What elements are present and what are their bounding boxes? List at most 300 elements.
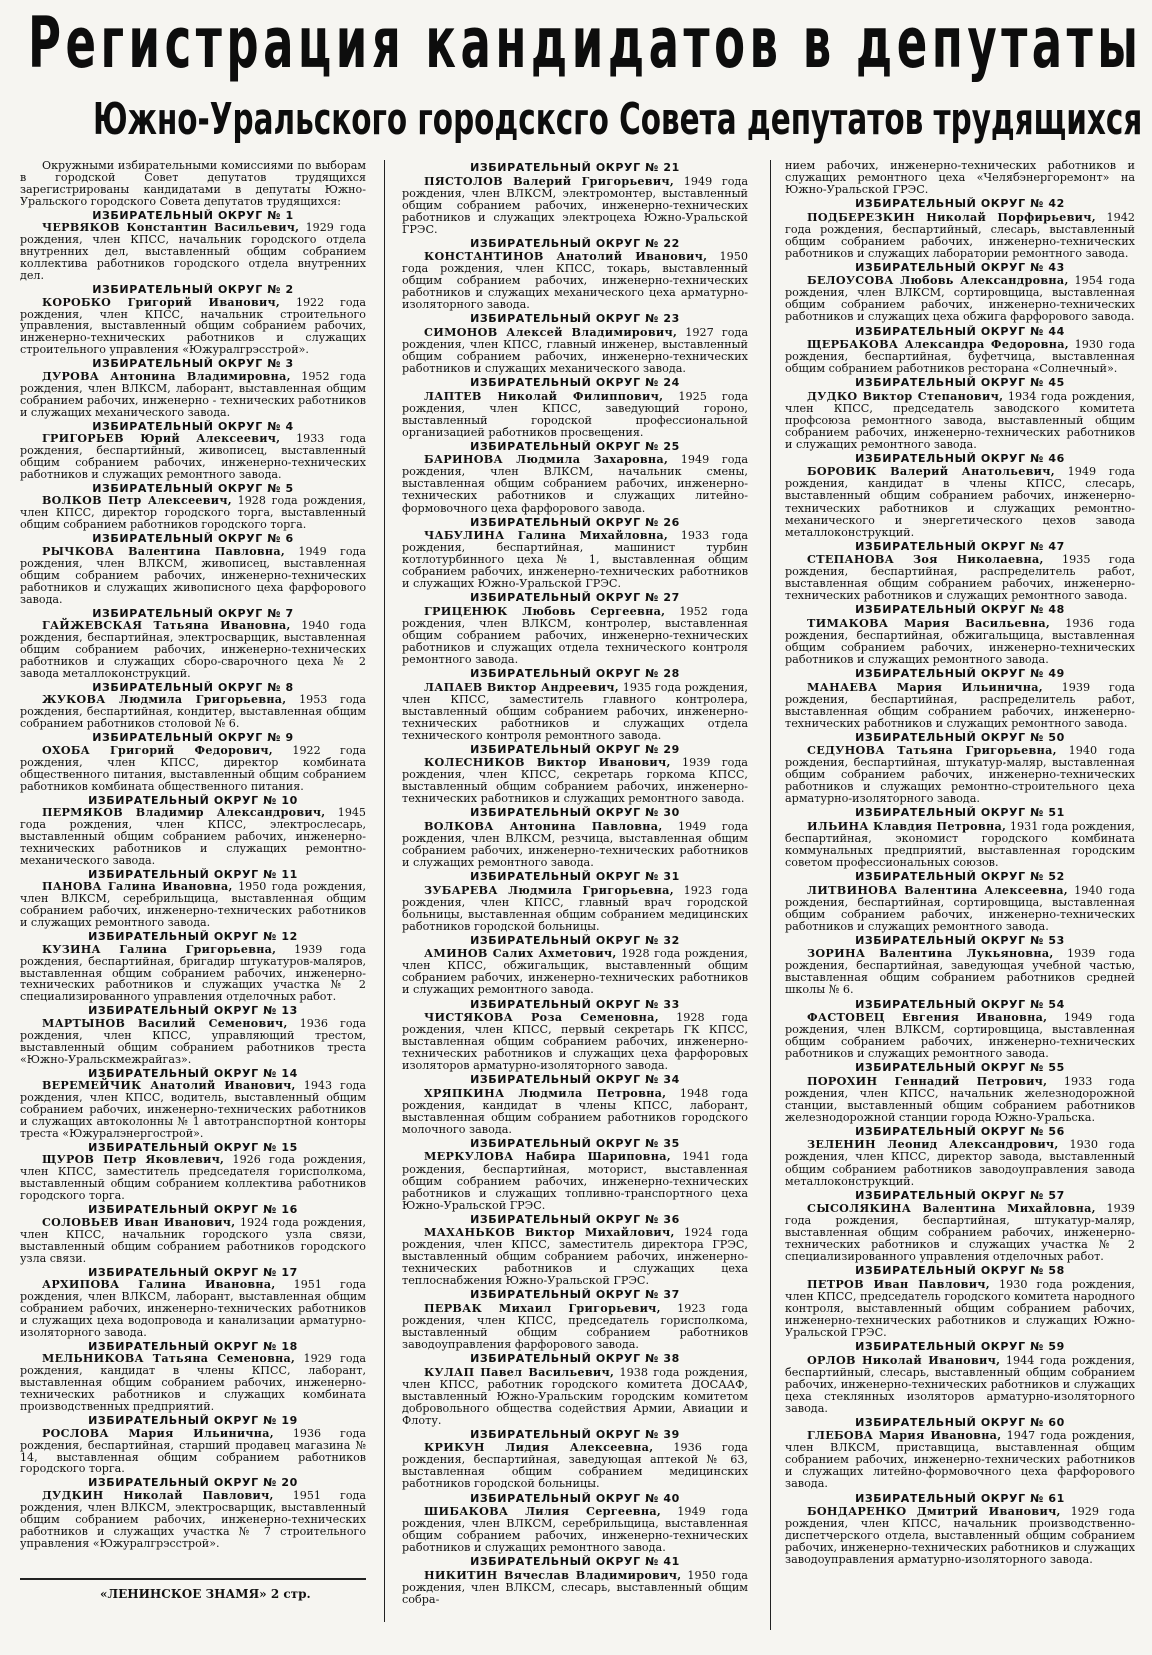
candidate-details: 1949 года рождения, член ВЛКСМ, сортировщица, выставленная общим собранием рабочих, инженерно-технических работников и служащих ремонтного завода. <box>785 1011 1135 1061</box>
district-heading: ИЗБИРАТЕЛЬНЫЙ ОКРУГ № 43 <box>855 260 1065 274</box>
district-entry <box>785 1126 1135 1188</box>
district-entry <box>785 999 1135 1061</box>
candidate-name: СИМОНОВ Алексей Владимирович, <box>424 324 678 339</box>
candidate-name: ЛАПТЕВ Николай Филиппович, <box>424 388 664 403</box>
district-entry <box>785 807 1135 869</box>
candidate-details: 1930 года рождения, член КПСС, директор завода, выставленный общим собранием работников заводоуправления завода металлоконструкций. <box>785 1138 1135 1188</box>
candidate-details: 1949 года рождения, член ВЛКСМ, электромонтер, выставленный общим собранием рабочих, инженерно-технических работников и служащих электроцеха Южно-Уральской ГРЭС. <box>402 174 748 236</box>
district-heading: ИЗБИРАТЕЛЬНЫЙ ОКРУГ № 4 <box>92 419 294 433</box>
candidate-details: 1949 года рождения, член ВЛКСМ, живописец, выставленная общим собранием рабочих, инженерно-технических работников и служащих живописного цеха фарфорового завода. <box>20 544 366 606</box>
column-3 <box>785 160 1135 1566</box>
candidate-description <box>785 465 1135 538</box>
district-entry <box>402 1493 748 1555</box>
district-heading: ИЗБИРАТЕЛЬНЫЙ ОКРУГ № 2 <box>92 283 294 297</box>
candidate-description <box>402 1150 748 1211</box>
district-heading: ИЗБИРАТЕЛЬНЫЙ ОКРУГ № 33 <box>470 997 680 1011</box>
district-entry <box>785 326 1135 376</box>
district-heading: ИЗБИРАТЕЛЬНЫЙ ОКРУГ № 47 <box>855 539 1065 553</box>
candidate-details: 1950 года рождения, член ВЛКСМ, серебрильщица, выставленная общим собранием рабочих, инженерно-технических работников и служащих ремонтного завода. <box>20 880 366 930</box>
district-entry <box>402 592 748 666</box>
candidate-details: 1930 года рождения, член КПСС, председатель городского комитета народного контроля, выставленный общим собранием рабочих, инженерно-технических работников и служащих Южно-Уральской ГРЭС. <box>785 1277 1135 1340</box>
candidate-name: ЗЕЛЕНИН Леонид Александрович, <box>807 1137 1059 1152</box>
district-heading: ИЗБИРАТЕЛЬНЫЙ ОКРУГ № 40 <box>470 1491 680 1505</box>
candidate-details: 1943 года рождения, член КПСС, водитель, выставленный общим собранием рабочих, инженерно-технических работников и служащих автоколонны № 1 автотранспортной конторы треста «Южуралэнергострой». <box>20 1079 366 1140</box>
candidate-name: АРХИПОВА Галина Ивановна, <box>42 1278 276 1292</box>
candidate-name: ЗУБАРЕВА Людмила Григорьевна, <box>424 882 674 897</box>
district-entry <box>402 517 748 591</box>
candidate-description <box>20 371 366 419</box>
candidate-name: РОСЛОВА Мария Ильинична, <box>42 1426 274 1440</box>
district-heading: ИЗБИРАТЕЛЬНЫЙ ОКРУГ № 41 <box>470 1555 680 1569</box>
candidate-details: 1922 года рождения, член КПСС, директор комбината общественного питания, выставленный общим собранием работников комбината общественного питания. <box>20 743 366 793</box>
candidate-name: БАРИНОВА Людмила Захаровна, <box>424 452 669 467</box>
candidate-description <box>20 620 366 680</box>
district-entry <box>402 1353 748 1427</box>
candidate-description <box>20 1018 366 1066</box>
candidate-description <box>20 297 366 357</box>
district-entry <box>20 931 366 1003</box>
district-heading: ИЗБИРАТЕЛЬНЫЙ ОКРУГ № 18 <box>88 1339 298 1353</box>
district-entry <box>20 732 366 792</box>
intro-paragraph: Окружными избирательными комиссиями по выборам в городской Совет депутатов трудящихся зарегистрированы кандидатами в депутаты Южно-Уральского городского Совета депутатов трудящихся: <box>20 159 366 208</box>
district-heading: ИЗБИРАТЕЛЬНЫЙ ОКРУГ № 31 <box>470 870 680 884</box>
candidate-description <box>402 1302 748 1351</box>
candidate-name: ВОЛКОВА Антонина Павловна, <box>424 818 663 833</box>
candidate-details: 1944 года рождения, беспартийный, слесарь, выставленный общим собранием рабочих, инженерно-технических работников и служащих цеха стеклянных изоляторов арматурно-изоляторного завода. <box>785 1353 1135 1415</box>
district-heading: ИЗБИРАТЕЛЬНЫЙ ОКРУГ № 26 <box>470 515 680 529</box>
candidate-details: 1933 года рождения, беспартийный, живописец, выставленный общим собранием рабочих, инженерно-технических работников и служащих ремонтного завода. <box>20 432 366 482</box>
district-heading: ИЗБИРАТЕЛЬНЫЙ ОКРУГ № 38 <box>470 1352 680 1366</box>
district-entry <box>785 1062 1135 1124</box>
candidate-details: 1934 года рождения, член КПСС, председатель заводского комитета профсоюза ремонтного завода, выставленный общим собранием рабочих, инженерно-технических работников и служащих ремонтного завода. <box>785 389 1135 451</box>
candidate-name: ПАНОВА Галина Ивановна, <box>42 880 233 894</box>
candidate-details: 1928 года рождения, член КПСС, директор городского торга, выставленный общим собранием работников городского торга. <box>20 494 366 532</box>
candidate-details: 1939 года рождения, беспартийная, штукатур-маляр, выставленная общим собранием рабочих, инженерно-технических работников и служащих участка № 2 специализированного управления отделочных работ. <box>785 1202 1135 1264</box>
district-entry <box>402 162 748 236</box>
candidate-details: 1952 года рождения, член ВЛКСМ, лаборант, выставленная общим собранием рабочих, инженерно - технических работников и служащих механического завода. <box>20 369 366 419</box>
district-entry <box>785 541 1135 603</box>
candidate-details: 1933 года рождения, член КПСС, начальник железнодорожной станции, выставленный общим собранием работников железнодорожной станции города Южно-Уральска. <box>785 1074 1135 1124</box>
district-heading: ИЗБИРАТЕЛЬНЫЙ ОКРУГ № 10 <box>88 793 298 807</box>
candidate-name: БОРОВИК Валерий Анатольевич, <box>807 464 1055 479</box>
candidate-description <box>785 274 1135 323</box>
candidate-details: 1942 года рождения, беспартийный, слесарь, выставленный общим собранием рабочих, инженерно-технических работников и служащих лаборатории ремонтного завода. <box>785 210 1135 260</box>
district-heading: ИЗБИРАТЕЛЬНЫЙ ОКРУГ № 3 <box>92 357 294 371</box>
candidate-details: 1939 года рождения, беспартийная, заведующая учебной частью, выставленная общим собранием работников средней школы № 6. <box>785 947 1135 997</box>
district-entry <box>785 1265 1135 1339</box>
district-entry <box>402 871 748 933</box>
candidate-name: ФАСТОВЕЦ Евгения Ивановна, <box>807 1010 1048 1025</box>
candidate-description <box>402 884 748 933</box>
district-heading: ИЗБИРАТЕЛЬНЫЙ ОКРУГ № 14 <box>88 1066 298 1080</box>
district-entry <box>20 533 366 605</box>
district-entry <box>20 1415 366 1475</box>
candidate-description <box>20 881 366 929</box>
district-entry <box>20 1005 366 1065</box>
district-entry <box>402 313 748 375</box>
candidate-name: ГРИЦЕНЮК Любовь Сергеевна, <box>424 603 666 618</box>
candidate-description <box>20 1353 366 1413</box>
candidate-name: ГЛЕБОВА Мария Ивановна, <box>807 1428 1002 1443</box>
candidate-details: 1926 года рождения, член КПСС, заместитель председателя горисполкома, выставленный общим собранием коллектива работников городского торга. <box>20 1153 366 1203</box>
district-entry <box>402 935 748 997</box>
candidate-name: СОЛОВЬЕВ Иван Иванович, <box>42 1215 236 1229</box>
district-heading: ИЗБИРАТЕЛЬНЫЙ ОКРУГ № 20 <box>88 1476 298 1490</box>
district-entry <box>785 732 1135 806</box>
district-heading: ИЗБИРАТЕЛЬНЫЙ ОКРУГ № 49 <box>855 667 1065 681</box>
column-2 <box>402 160 748 1606</box>
district-heading: ИЗБИРАТЕЛЬНЫЙ ОКРУГ № 17 <box>88 1265 298 1279</box>
district-heading: ИЗБИРАТЕЛЬНЫЙ ОКРУГ № 44 <box>855 324 1065 338</box>
district-heading: ИЗБИРАТЕЛЬНЫЙ ОКРУГ № 25 <box>470 439 680 453</box>
candidate-description <box>402 756 748 805</box>
district-heading: ИЗБИРАТЕЛЬНЫЙ ОКРУГ № 56 <box>855 1124 1065 1138</box>
candidate-details: 1941 года рождения, беспартийная, моторист, выставленная общим собранием рабочих, инженерно-технических работников и служащих топливно-транспортного цеха Южно-Уральской ГРЭС. <box>402 1150 748 1212</box>
candidate-description <box>20 1154 366 1202</box>
candidate-name: ОХОБА Григорий Федорович, <box>42 743 273 757</box>
candidate-details: 1945 года рождения, член КПСС, электрослесарь, выставленный общим собранием рабочих, инженерно-технических работников и служащих ремонтно-механического завода. <box>20 806 366 867</box>
candidate-details: 1923 года рождения, член КПСС, главный врач городской больницы, выставленная общим собранием медицинских работников городской больницы. <box>402 883 748 933</box>
district-heading: ИЗБИРАТЕЛЬНЫЙ ОКРУГ № 59 <box>855 1340 1065 1354</box>
district-entry <box>785 1493 1135 1567</box>
candidate-description <box>785 553 1135 602</box>
candidate-name: МАХАНЬКОВ Виктор Михайлович, <box>424 1225 675 1240</box>
candidate-details: 1951 года рождения, член ВЛКСМ, лаборант, выставленная общим собранием рабочих, инженерно-технических работников и служащих цеха водопровода и канализации арматурно-изоляторного завода. <box>20 1278 366 1339</box>
candidate-name: КУЗИНА Галина Григорьевна, <box>42 942 277 956</box>
district-entry <box>20 795 366 867</box>
candidate-name: ПЕРМЯКОВ Владимир Александрович, <box>42 806 326 820</box>
district-heading: ИЗБИРАТЕЛЬНЫЙ ОКРУГ № 60 <box>855 1415 1065 1429</box>
district-heading: ИЗБИРАТЕЛЬНЫЙ ОКРУГ № 19 <box>88 1414 298 1428</box>
candidate-name: ПЯСТОЛОВ Валерий Григорьевич, <box>424 173 675 188</box>
district-entry <box>20 1341 366 1413</box>
district-heading: ИЗБИРАТЕЛЬНЫЙ ОКРУГ № 37 <box>470 1288 680 1302</box>
candidate-name: МЕРКУЛОВА Набира Шариповна, <box>424 1149 671 1164</box>
candidate-description <box>402 820 748 869</box>
district-entry <box>785 668 1135 730</box>
candidate-description <box>20 433 366 481</box>
district-heading: ИЗБИРАТЕЛЬНЫЙ ОКРУГ № 15 <box>88 1140 298 1154</box>
district-heading: ИЗБИРАТЕЛЬНЫЙ ОКРУГ № 50 <box>855 730 1065 744</box>
district-heading: ИЗБИРАТЕЛЬНЫЙ ОКРУГ № 34 <box>470 1073 680 1087</box>
district-heading: ИЗБИРАТЕЛЬНЫЙ ОКРУГ № 13 <box>88 1004 298 1018</box>
candidate-description <box>785 1138 1135 1187</box>
candidate-details: 1950 года рождения, член КПСС, токарь, выставленный общим собранием рабочих, инженерно-технических работников и служащих механического цеха арматурно-изоляторного завода. <box>402 250 749 312</box>
candidate-description <box>402 1011 748 1072</box>
candidate-details: 1939 года рождения, беспартийная, распределитель работ, выставленная общим собранием рабочих, инженерно-технических работников и служащих ремонтного завода. <box>785 680 1135 730</box>
candidate-name: ПЕРВАК Михаил Григорьевич, <box>424 1300 661 1315</box>
district-entry <box>20 1204 366 1264</box>
district-heading: ИЗБИРАТЕЛЬНЫЙ ОКРУГ № 8 <box>92 680 294 694</box>
district-entry <box>20 1068 366 1140</box>
district-heading: ИЗБИРАТЕЛЬНЫЙ ОКРУГ № 32 <box>470 933 680 947</box>
candidate-name: ИЛЬИНА Клавдия Петровна, <box>807 818 1007 833</box>
candidate-name: СЕДУНОВА Татьяна Григорьевна, <box>807 743 1057 758</box>
district-entry <box>402 377 748 439</box>
candidate-description <box>402 1087 748 1136</box>
district-entry <box>20 358 366 418</box>
candidate-description <box>402 250 748 311</box>
district-heading: ИЗБИРАТЕЛЬНЫЙ ОКРУГ № 55 <box>855 1061 1065 1075</box>
candidate-details: 1951 года рождения, член ВЛКСМ, электросварщик, выставленный общим собранием рабочих, инженерно-технических работников и служащих участка № 7 строительного управления «Южуралгрэсстрой». <box>20 1488 366 1550</box>
candidate-details: 1928 года рождения, член КПСС, обжигальщик, выставленный общим собранием рабочих, инженерно-технических работников и служащих ремонтного завода. <box>402 947 748 997</box>
district-entry <box>20 284 366 356</box>
candidate-details: 1924 года рождения, член КПСС, начальник городского узла связи, выставленный общим собранием работников городского узла связи. <box>20 1215 366 1265</box>
candidate-name: ОРЛОВ Николай Иванович, <box>807 1352 1001 1367</box>
district-entry <box>20 608 366 680</box>
page-title: Регистрация кандидатов в депутаты <box>28 2 1143 84</box>
candidate-name: ШИБАКОВА Лилия Сергеевна, <box>424 1504 662 1519</box>
district-heading: ИЗБИРАТЕЛЬНЫЙ ОКРУГ № 52 <box>855 870 1065 884</box>
candidate-name: МАНАЕВА Мария Ильинична, <box>807 679 1043 694</box>
candidate-description <box>20 694 366 730</box>
candidate-name: ЩУРОВ Петр Яковлевич, <box>42 1153 225 1167</box>
candidate-name: БЕЛОУСОВА Любовь Александровна, <box>807 273 1069 288</box>
column-divider <box>384 160 385 1622</box>
candidate-description <box>402 1366 748 1427</box>
candidate-name: ПЕТРОВ Иван Павлович, <box>807 1276 990 1291</box>
candidate-details: 1952 года рождения, член ВЛКСМ, контролер, выставленная общим собранием рабочих, инженерно-технических работников и служащих отдела технического контроля ремонтного завода. <box>402 604 748 666</box>
candidate-name: КУЛАП Павел Васильевич, <box>424 1364 615 1379</box>
candidate-details: 1939 года рождения, беспартийная, бригадир штукатуров-маляров, выставленная общим собранием рабочих, инженерно-технических работников и служащих участка № 2 специализированного управления отделочных работ. <box>20 942 366 1004</box>
candidate-description <box>20 222 366 282</box>
candidate-description <box>20 944 366 1004</box>
district-heading: ИЗБИРАТЕЛЬНЫЙ ОКРУГ № 35 <box>470 1136 680 1150</box>
candidate-description <box>20 1080 366 1140</box>
candidate-name: ХРЯПКИНА Людмила Петровна, <box>424 1085 667 1100</box>
district-entry <box>20 1142 366 1202</box>
district-entry <box>785 935 1135 997</box>
candidate-details: 1925 года рождения, член КПСС, заведующий гороно, выставленный городской профессиональной организацией работников просвещения. <box>402 389 748 439</box>
candidate-description <box>785 820 1135 869</box>
candidate-details: 1949 года рождения, кандидат в члены КПСС, слесарь, выставленный общим собранием рабочих, инженерно-технических работников и служащих ремонтно-механического и энергетического цехов завода металлоконструкций. <box>785 465 1135 539</box>
district-entry <box>785 604 1135 666</box>
candidate-name: ГАЙЖЕВСКАЯ Татьяна Ивановна, <box>42 619 291 633</box>
candidate-name: ЛИТВИНОВА Валентина Алексеевна, <box>807 882 1068 897</box>
district-entry <box>402 744 748 806</box>
district-heading: ИЗБИРАТЕЛЬНЫЙ ОКРУГ № 53 <box>855 933 1065 947</box>
candidate-description <box>20 495 366 531</box>
candidate-name: ТИМАКОВА Мария Васильевна, <box>807 615 1051 630</box>
candidate-name: ПОДБЕРЕЗКИН Николай Порфирьевич, <box>807 209 1096 224</box>
candidate-name: ЩЕРБАКОВА Александра Федоровна, <box>807 337 1069 352</box>
district-entry <box>402 1138 748 1212</box>
district-entry <box>402 807 748 869</box>
district-heading: ИЗБИРАТЕЛЬНЫЙ ОКРУГ № 27 <box>470 591 680 605</box>
candidate-description <box>402 1441 748 1490</box>
district-heading: ИЗБИРАТЕЛЬНЫЙ ОКРУГ № 30 <box>470 806 680 820</box>
district-entry <box>402 1429 748 1491</box>
candidate-details: 1922 года рождения, член КПСС, начальник строительного управления, выставленный общим собранием рабочих, инженерно-технических работников и служащих строительного управления «Южуралгрэсстрой». <box>20 295 366 357</box>
candidate-details: 1928 года рождения, член КПСС, первый секретарь ГК КПСС, выставленная общим собранием рабочих, инженерно-технических работников и служащих цеха фарфоровых изоляторов арматурно-изоляторного завода. <box>402 1011 748 1073</box>
candidate-details: 1939 года рождения, член КПСС, секретарь горкома КПСС, выставленный общим собранием рабочих, инженерно-технических работников и служащих ремонтного завода. <box>402 756 748 806</box>
candidate-description <box>20 745 366 793</box>
candidate-name: НИКИТИН Вячеслав Владимирович, <box>424 1567 682 1582</box>
candidate-details: 1940 года рождения, беспартийная, сортировщица, выставленная общим собранием рабочих, инженерно-технических работников и служащих ремонтного завода. <box>785 883 1135 933</box>
candidate-description <box>20 1217 366 1265</box>
column-1 <box>20 160 366 1550</box>
district-heading: ИЗБИРАТЕЛЬНЫЙ ОКРУГ № 29 <box>470 742 680 756</box>
candidate-details: 1927 года рождения, член КПСС, главный инженер, выставленный общим собранием рабочих, инженерно-технических работников и служащих механического завода. <box>402 325 748 376</box>
district-entry <box>20 421 366 481</box>
district-heading: ИЗБИРАТЕЛЬНЫЙ ОКРУГ № 16 <box>88 1203 298 1217</box>
candidate-description <box>785 681 1135 730</box>
district-heading: ИЗБИРАТЕЛЬНЫЙ ОКРУГ № 45 <box>855 376 1065 390</box>
candidate-details: 1938 года рождения, член КПСС, работник городского комитета ДОСААФ, выставленный Южно-Уральским городским комитетом добровольного общества содействия Армии, Авиации и Флоту. <box>402 1365 748 1427</box>
district-heading: ИЗБИРАТЕЛЬНЫЙ ОКРУГ № 57 <box>855 1188 1065 1202</box>
district-entry <box>20 483 366 531</box>
footer-rule <box>20 1578 366 1580</box>
candidate-description <box>402 529 748 590</box>
candidate-description <box>785 1075 1135 1124</box>
district-entry <box>20 1477 366 1549</box>
candidate-details: 1935 года рождения, член КПСС, заместитель главного контролера, выставленный общим собранием рабочих, инженерно-технических работников и служащих отдела технического контроля ремонтного завода. <box>402 680 748 742</box>
candidate-name: МАРТЫНОВ Василий Семенович, <box>42 1016 288 1030</box>
district-heading: ИЗБИРАТЕЛЬНЫЙ ОКРУГ № 39 <box>470 1427 680 1441</box>
candidate-description <box>785 1278 1135 1339</box>
candidate-description <box>785 1505 1135 1566</box>
candidate-description <box>785 1011 1135 1060</box>
candidate-name: МЕЛЬНИКОВА Татьяна Семеновна, <box>42 1352 296 1366</box>
district-entry <box>402 1074 748 1136</box>
district-heading: ИЗБИРАТЕЛЬНЫЙ ОКРУГ № 58 <box>855 1264 1065 1278</box>
candidate-description <box>402 681 748 742</box>
candidate-details: 1930 года рождения, беспартийная, буфетчица, выставленная общим собранием работников ресторана «Солнечный». <box>785 338 1135 376</box>
candidate-name: ГРИГОРЬЕВ Юрий Алексеевич, <box>42 432 281 446</box>
candidate-name: СЫСОЛЯКИНА Валентина Михайловна, <box>807 1201 1096 1216</box>
candidate-name: ЧЕРВЯКОВ Константин Васильевич, <box>42 221 300 235</box>
candidate-details: 1949 года рождения, член ВЛКСМ, начальник смены, выставленная общим собранием рабочих, инженерно-технических работников и служащих литейно-формовочного цеха фарфорового завода. <box>402 453 748 515</box>
district-heading: ИЗБИРАТЕЛЬНЫЙ ОКРУГ № 61 <box>855 1491 1065 1505</box>
candidate-details: 1929 года рождения, член КПСС, начальник производственно-диспетчерского отдела, выставленный общим собранием рабочих, инженерно-технических работников и служащих заводоуправления арматурно-изоляторного завода. <box>785 1505 1135 1567</box>
candidate-description <box>785 617 1135 666</box>
district-entry <box>785 377 1135 451</box>
district-entry <box>20 210 366 282</box>
candidate-name: ЛАПАЕВ Виктор Андреевич, <box>424 679 619 694</box>
candidate-description <box>785 947 1135 996</box>
candidate-description <box>785 390 1135 451</box>
candidate-description <box>785 338 1135 375</box>
candidate-details: 1931 года рождения, беспартийная, экономист городского комбината коммунальных предприятий, выставленная городским советом профессиональных союзов. <box>785 819 1135 870</box>
district-heading: ИЗБИРАТЕЛЬНЫЙ ОКРУГ № 1 <box>92 208 294 222</box>
candidate-name: ЧИСТЯКОВА Роза Семеновна, <box>424 1010 659 1025</box>
district-heading: ИЗБИРАТЕЛЬНЫЙ ОКРУГ № 48 <box>855 603 1065 617</box>
candidate-name: КРИКУН Лидия Алексеевна, <box>424 1440 654 1455</box>
district-heading: ИЗБИРАТЕЛЬНЫЙ ОКРУГ № 9 <box>92 731 294 745</box>
district-entry <box>402 1214 748 1288</box>
candidate-description <box>402 453 748 514</box>
district-entry <box>785 871 1135 933</box>
candidate-details: 1933 года рождения, беспартийная, машинист турбин котлотурбинного цеха № 1, выставленная общим собранием рабочих, инженерно-технических работников и служащих Южно-Уральской ГРЭС. <box>402 529 748 591</box>
district-entry <box>785 1341 1135 1415</box>
district-heading: ИЗБИРАТЕЛЬНЫЙ ОКРУГ № 46 <box>855 451 1065 465</box>
district-entry <box>402 668 748 742</box>
continued-text: нием рабочих, инженерно-технических работников и служащих ремонтного цеха «Челябэнергоремонт» на Южно-Уральской ГРЭС. <box>785 159 1135 197</box>
candidate-details: 1949 года рождения, член ВЛКСМ, резчица, выставленная общим собранием рабочих, инженерно-технических работников и служащих ремонтного завода. <box>402 819 748 870</box>
candidate-details: 1935 года рождения, беспартийная, распределитель работ, выставленная общим собранием рабочих, инженерно-технических работников и служащих ремонтного завода. <box>785 553 1135 603</box>
candidate-description <box>402 1569 748 1606</box>
candidate-description <box>20 546 366 606</box>
district-heading: ИЗБИРАТЕЛЬНЫЙ ОКРУГ № 42 <box>855 197 1065 211</box>
candidate-name: ДУДКИН Николай Павлович, <box>42 1488 274 1502</box>
candidate-name: ЖУКОВА Людмила Григорьевна, <box>42 693 287 707</box>
candidate-description <box>402 326 748 375</box>
candidate-description <box>402 947 748 996</box>
candidate-description <box>20 1279 366 1339</box>
candidate-description <box>785 1202 1135 1263</box>
district-entry <box>20 1267 366 1339</box>
candidate-description <box>402 1226 748 1287</box>
candidate-details: 1929 года рождения, кандидат в члены КПСС, лаборант, выставленная общим собранием рабочих, инженерно-технических работников и служащих комбината производственных предприятий. <box>20 1352 366 1414</box>
candidate-description <box>402 605 748 666</box>
candidate-details: 1947 года рождения, член ВЛКСМ, приставщица, выставленная общим собранием рабочих, инженерно-технических работников и служащих литейно-формовочного цеха фарфорового завода. <box>785 1429 1135 1491</box>
district-heading: ИЗБИРАТЕЛЬНЫЙ ОКРУГ № 7 <box>92 606 294 620</box>
district-entry <box>785 198 1135 260</box>
candidate-name: ЧАБУЛИНА Галина Михайловна, <box>424 528 669 543</box>
candidate-name: ЗОРИНА Валентина Лукьяновна, <box>807 946 1054 961</box>
candidate-name: БОНДАРЕНКО Дмитрий Иванович, <box>807 1504 1061 1519</box>
candidate-details: 1940 года рождения, беспартийная, электросварщик, выставленная общим собранием рабочих, инженерно-технических работников и служащих сборо-сварочного цеха № 2 завода металлоконструкций. <box>20 619 366 680</box>
district-heading: ИЗБИРАТЕЛЬНЫЙ ОКРУГ № 11 <box>88 867 298 881</box>
district-heading: ИЗБИРАТЕЛЬНЫЙ ОКРУГ № 24 <box>470 376 680 390</box>
candidate-details: 1953 года рождения, беспартийная, кондитер, выставленная общим собранием работников столовой № 6. <box>20 693 366 731</box>
candidate-details: 1936 года рождения, беспартийная, старший продавец магазина № 14, выставленная общим собранием работников городского торга. <box>20 1426 366 1476</box>
district-heading: ИЗБИРАТЕЛЬНЫЙ ОКРУГ № 28 <box>470 667 680 681</box>
district-entry <box>402 1556 748 1606</box>
candidate-description <box>785 744 1135 805</box>
district-entry <box>785 262 1135 324</box>
candidate-description <box>20 1490 366 1550</box>
page-footer: «ЛЕНИНСКОЕ ЗНАМЯ» 2 стр. <box>100 1587 311 1601</box>
candidate-details: 1929 года рождения, член КПСС, начальник городского отдела внутренних дел, выставленный общим собранием коллектива работников городского отдела внутренних дел. <box>20 221 366 283</box>
district-heading: ИЗБИРАТЕЛЬНЫЙ ОКРУГ № 51 <box>855 806 1065 820</box>
candidate-details: 1923 года рождения, член КПСС, председатель горисполкома, выставленный общим собранием работников заводоуправления фарфорового завода. <box>402 1301 748 1352</box>
district-entry <box>785 1417 1135 1491</box>
candidate-details: 1948 года рождения, кандидат в члены КПСС, лаборант, выставленная общим собранием работников городского молочного завода. <box>402 1086 748 1136</box>
district-heading: ИЗБИРАТЕЛЬНЫЙ ОКРУГ № 54 <box>855 997 1065 1011</box>
candidate-name: КОНСТАНТИНОВ Анатолий Иванович, <box>424 249 708 264</box>
district-heading: ИЗБИРАТЕЛЬНЫЙ ОКРУГ № 22 <box>470 236 680 250</box>
candidate-details: 1950 года рождения, член ВЛКСМ, слесарь, выставленный общим собра- <box>402 1568 748 1606</box>
page-subtitle: Южно-Уральского городсксго Совета депутатов трудящихся <box>93 94 1143 145</box>
district-entry <box>402 441 748 515</box>
candidate-details: 1954 года рождения, член ВЛКСМ, сортировщица, выставленная общим собранием рабочих, инженерно-технических работников и служащих цеха обжига фарфорового завода. <box>785 274 1135 324</box>
district-entry <box>402 238 748 312</box>
district-heading: ИЗБИРАТЕЛЬНЫЙ ОКРУГ № 23 <box>470 312 680 326</box>
candidate-name: АМИНОВ Салих Ахметович, <box>424 946 617 961</box>
district-entry <box>785 1190 1135 1264</box>
candidate-name: ВОЛКОВ Петр Алексеевич, <box>42 494 232 508</box>
candidate-description <box>402 390 748 439</box>
candidate-details: 1936 года рождения, беспартийная, обжигальщица, выставленная общим собранием рабочих, инженерно-технических работников и служащих ремонтного завода. <box>785 616 1135 666</box>
column-divider <box>770 160 771 1630</box>
district-entry <box>20 869 366 929</box>
district-entry <box>785 453 1135 539</box>
candidate-details: 1940 года рождения, беспартийная, штукатур-маляр, выставленная общим собранием рабочих, инженерно-технических работников и служащих ремонтно-строительного цеха арматурно-изоляторного завода. <box>785 744 1135 806</box>
district-heading: ИЗБИРАТЕЛЬНЫЙ ОКРУГ № 12 <box>88 930 298 944</box>
district-heading: ИЗБИРАТЕЛЬНЫЙ ОКРУГ № 36 <box>470 1212 680 1226</box>
candidate-name: ПОРОХИН Геннадий Петрович, <box>807 1073 1048 1088</box>
candidate-description <box>785 1429 1135 1490</box>
candidate-details: 1924 года рождения, член КПСС, заместитель директора ГРЭС, выставленный общим собранием рабочих, инженерно-технических работников и служащих цеха теплоснабжения Южно-Уральской ГРЭС. <box>402 1226 748 1288</box>
candidate-description <box>785 884 1135 933</box>
candidate-name: КОРОБКО Григорий Иванович, <box>42 295 281 309</box>
candidate-description <box>402 1505 748 1554</box>
district-heading: ИЗБИРАТЕЛЬНЫЙ ОКРУГ № 5 <box>92 481 294 495</box>
candidate-details: 1936 года рождения, беспартийная, заведующая аптекой № 63, выставленная общим собранием медицинских работников городской больницы. <box>402 1441 748 1491</box>
candidate-details: 1949 года рождения, член ВЛКСМ, серебрильщица, выставленная общим собранием рабочих, инженерно-технических работников и служащих ремонтного завода. <box>402 1505 748 1555</box>
candidate-details: 1936 года рождения, член КПСС, управляющий трестом, выставленный общим собранием работников треста «Южно-Уральскмежрайгаз». <box>20 1016 366 1066</box>
